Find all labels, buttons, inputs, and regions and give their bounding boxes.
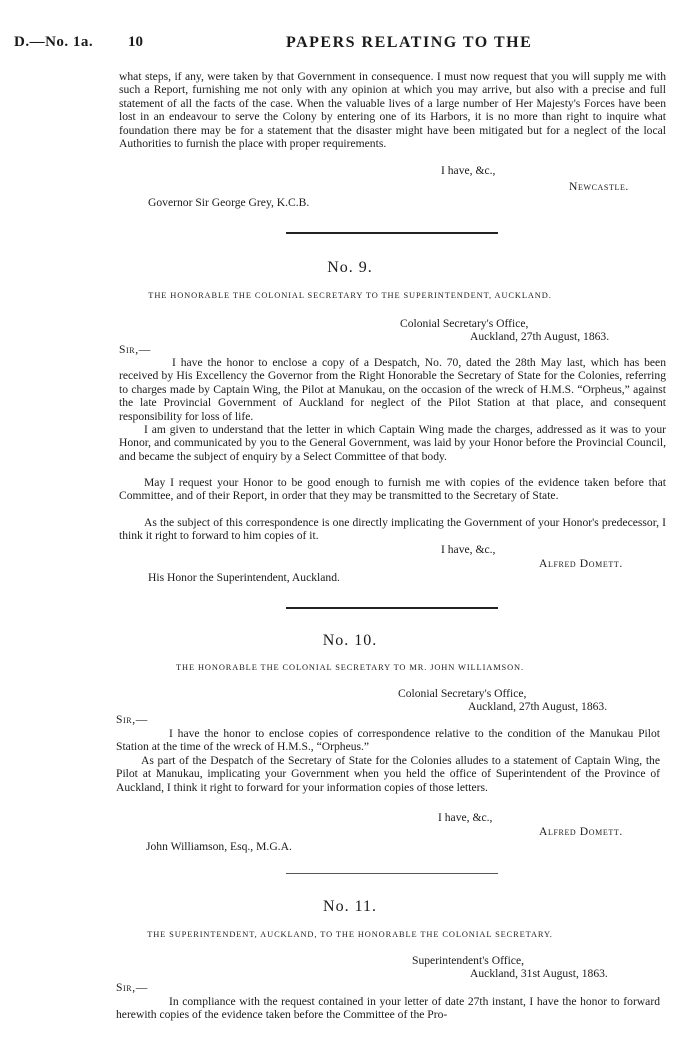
doc9-number: No. 9. bbox=[327, 259, 373, 276]
page-number: 10 bbox=[128, 34, 143, 50]
doc9-salutation: Sir,— bbox=[119, 343, 151, 356]
doc9-paragraph-1: I have the honor to enclose a copy of a Despatch, No. 70, dated the 28th May last, which has been received by His Excellency the Governor from the Right Honorable the Secretary of State for the Colonies, referring to charges made by Captain Wing, the Pilot at Manukau, on the occasion of the wreck of H.M.S. “Orpheus,” against the late Provincial Government of Auckland for neglect of the Pilot Station at that place, and consequent responsibility for loss of life. bbox=[119, 356, 666, 423]
doc10-place-date: Auckland, 27th August, 1863. bbox=[468, 700, 608, 713]
paper-reference: D.—No. 1a. bbox=[14, 34, 94, 50]
doc9-office: Colonial Secretary's Office, bbox=[400, 317, 529, 330]
section-divider bbox=[286, 607, 498, 609]
letter8-addressee: Governor Sir George Grey, K.C.B. bbox=[148, 196, 310, 209]
doc9-signature: Alfred Domett. bbox=[539, 557, 623, 570]
doc10-signature: Alfred Domett. bbox=[539, 825, 623, 838]
letter8-closing: I have, &c., bbox=[441, 164, 496, 177]
doc11-salutation: Sir,— bbox=[116, 981, 148, 994]
letter8-paragraph: what steps, if any, were taken by that Government in consequence. I must now request that you will supply me with such a Report, furnishing me not only with any opinion at which you may arrive, but also with a precise and full statement of all the facts of the case. When the valuable lives of a large number of Her Majesty's Forces have been lost in an endeavour to serve the Colony by entering one of its Harbors, it is no more than right to inquire what foundation there may be for a statement that the disaster might have been mitigated but for a neglect of the local Authorities to furnish the place with proper requirements. bbox=[119, 70, 666, 151]
doc9-closing: I have, &c., bbox=[441, 543, 496, 556]
doc11-heading: THE SUPERINTENDENT, AUCKLAND, TO THE HONORABLE THE COLONIAL SECRETARY. bbox=[147, 930, 553, 939]
section-divider bbox=[286, 232, 498, 234]
doc11-place-date: Auckland, 31st August, 1863. bbox=[470, 967, 608, 980]
section-divider bbox=[286, 873, 498, 874]
doc10-paragraph-1: I have the honor to enclose copies of correspondence relative to the condition of the Manukau Pilot Station at the time of the wreck of H.M.S., “Orpheus.” bbox=[116, 727, 660, 754]
doc9-place-date: Auckland, 27th August, 1863. bbox=[470, 330, 610, 343]
doc10-paragraph-2: As part of the Despatch of the Secretary of State for the Colonies alludes to a statement of Captain Wing, the Pilot at Manukau, implicating your Government when you held the office of Superintendent of the Province of Auckland, I think it right to forward for your information copies of those letters. bbox=[116, 754, 660, 794]
doc11-office: Superintendent's Office, bbox=[412, 954, 524, 967]
doc9-paragraph-3: May I request your Honor to be good enough to furnish me with copies of the evidence taken before that Committee, and of their Report, in order that they may be transmitted to the Secretary of State. bbox=[119, 476, 666, 503]
doc10-closing: I have, &c., bbox=[438, 811, 493, 824]
doc10-number: No. 10. bbox=[322, 632, 378, 649]
doc9-addressee: His Honor the Superintendent, Auckland. bbox=[148, 571, 340, 584]
doc9-paragraph-4: As the subject of this correspondence is one directly implicating the Government of your Honor's predecessor, I think it right to forward to him copies of it. bbox=[119, 516, 666, 543]
doc10-office: Colonial Secretary's Office, bbox=[398, 687, 527, 700]
doc11-paragraph-1: In compliance with the request contained in your letter of date 27th instant, I have the honor to forward herewith copies of the evidence taken before the Committee of the Pro- bbox=[116, 995, 660, 1022]
doc11-number: No. 11. bbox=[323, 898, 377, 915]
doc10-addressee: John Williamson, Esq., M.G.A. bbox=[146, 840, 292, 853]
page-header bbox=[0, 34, 700, 56]
doc9-heading: THE HONORABLE THE COLONIAL SECRETARY TO THE SUPERINTENDENT, AUCKLAND. bbox=[148, 291, 552, 300]
letter8-signature: Newcastle. bbox=[569, 180, 629, 193]
running-title: PAPERS RELATING TO THE bbox=[286, 34, 533, 51]
doc10-heading: THE HONORABLE THE COLONIAL SECRETARY TO MR. JOHN WILLIAMSON. bbox=[176, 663, 524, 672]
doc10-salutation: Sir,— bbox=[116, 713, 148, 726]
doc9-paragraph-2: I am given to understand that the letter in which Captain Wing made the charges, addressed as it was to your Honor, and communicated by you to the General Government, was laid by your Honor before the Provincial Council, and became the subject of enquiry by a Select Committee of that body. bbox=[119, 423, 666, 463]
